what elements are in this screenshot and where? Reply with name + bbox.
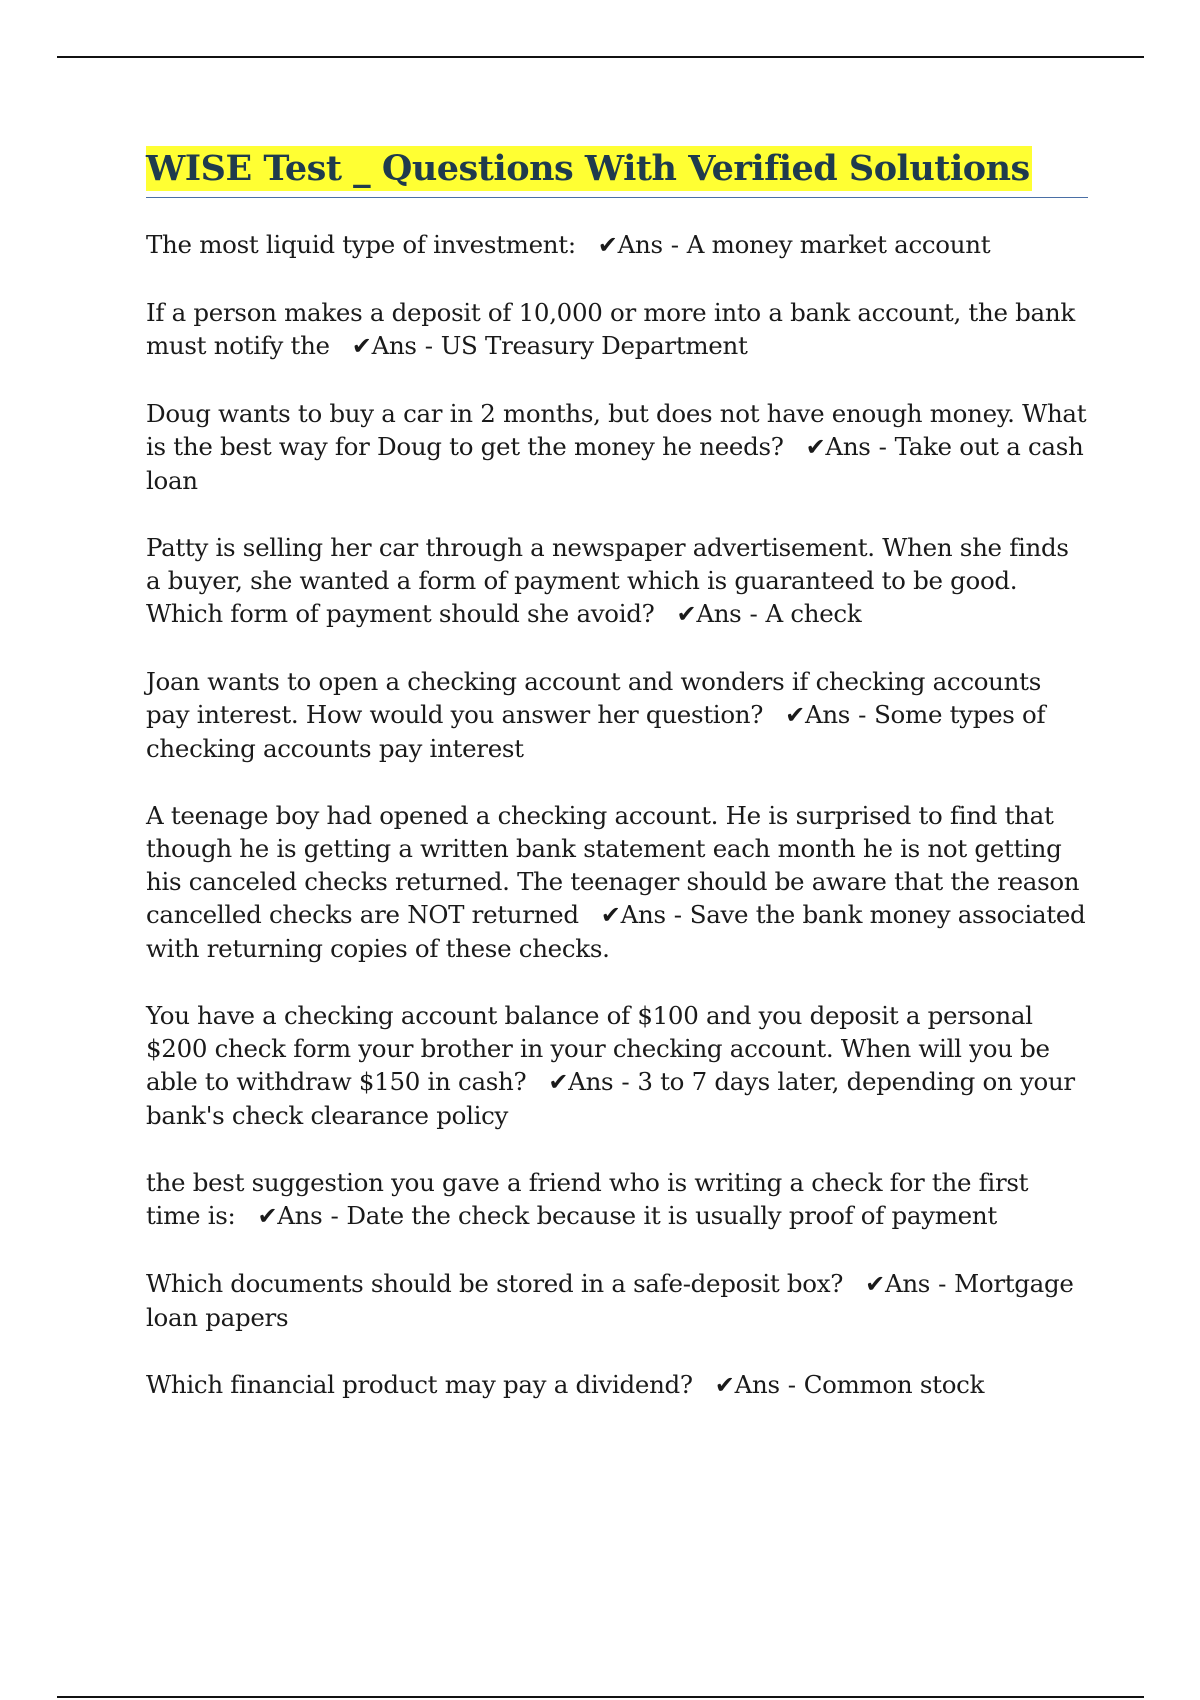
question-text: The most liquid type of investment: — [146, 230, 576, 259]
answer-text: Take out a cash loan — [146, 432, 1084, 495]
ans-dash: - — [673, 900, 682, 929]
question-text: You have a checking account balance of $100 and you deposit a personal $200 check form your brother in your checking account. When will you be able to withdraw $150 in cash? — [146, 1001, 1050, 1096]
ans-dash: - — [330, 1201, 339, 1230]
qa-item — [146, 397, 1088, 497]
ans-label: Ans — [884, 1269, 931, 1298]
qa-item — [146, 665, 1088, 765]
checkmark-icon: ✔ — [714, 1371, 735, 1399]
ans-label: Ans — [371, 331, 417, 360]
ans-label: Ans — [277, 1201, 323, 1230]
qa-item — [146, 1166, 1088, 1233]
answer-text: Save the bank money associated with returning copies of these checks. — [146, 900, 1086, 963]
question-text: A teenage boy had opened a checking account. He is surprised to find that though he is getting a written bank statement each month he is not getting his canceled checks returned. The teenager should be aware that the reason cancelled checks are NOT returned — [146, 801, 1080, 929]
ans-label: Ans — [568, 1067, 614, 1096]
checkmark-icon: ✔ — [257, 1202, 278, 1230]
answer-text: Some types of checking accounts pay interest — [146, 700, 1046, 763]
question-text: Doug wants to buy a car in 2 months, but does not have enough money. What is the best way for Doug to get the money he needs? — [146, 399, 1087, 461]
document-title: WISE Test _ Questions With Verified Solutions — [146, 148, 1030, 189]
checkmark-icon: ✔ — [597, 231, 618, 259]
ans-label: Ans — [696, 599, 742, 628]
qa-item — [146, 296, 1088, 363]
qa-item — [146, 799, 1088, 965]
ans-label: Ans — [804, 700, 851, 729]
question-text: Which financial product may pay a dividend? — [146, 1370, 693, 1399]
ans-dash: - — [787, 1370, 796, 1399]
bottom-rule — [57, 1696, 1144, 1698]
checkmark-icon: ✔ — [548, 1068, 569, 1096]
checkmark-icon: ✔ — [805, 433, 826, 461]
ans-label: Ans — [620, 900, 666, 929]
question-text: Joan wants to open a checking account and wonders if checking accounts pay interest. How would you answer her question? — [146, 667, 1041, 729]
ans-label: Ans — [734, 1370, 780, 1399]
top-rule — [57, 56, 1144, 58]
checkmark-icon: ✔ — [676, 600, 697, 628]
answer-text: US Treasury Department — [440, 331, 748, 360]
answer-text: 3 to 7 days later, depending on your bank's check clearance policy — [146, 1067, 1075, 1130]
qa-item — [146, 999, 1088, 1132]
ans-dash: - — [749, 599, 758, 628]
qa-list — [146, 228, 1088, 1402]
ans-dash: - — [424, 331, 433, 360]
ans-dash: - — [878, 432, 887, 461]
qa-item — [146, 531, 1088, 631]
answer-text: Date the check because it is usually proof of payment — [346, 1201, 997, 1230]
ans-label: Ans — [825, 432, 871, 461]
answer-text: Mortgage loan papers — [146, 1269, 1074, 1332]
document-body — [146, 147, 1088, 1436]
ans-dash: - — [938, 1269, 947, 1298]
question-text: the best suggestion you gave a friend who is writing a check for the first time is: — [146, 1168, 1029, 1230]
question-text: If a person makes a deposit of 10,000 or more into a bank account, the bank must notify the — [146, 298, 1075, 360]
ans-label: Ans — [617, 230, 663, 259]
answer-text: A money market account — [686, 230, 991, 259]
question-text: Patty is selling her car through a newspaper advertisement. When she finds a buyer, she wanted a form of payment which is guaranteed to be good. Which form of payment should she avoid? — [146, 533, 1069, 628]
checkmark-icon: ✔ — [865, 1270, 885, 1298]
answer-text: Common stock — [803, 1370, 985, 1399]
checkmark-icon: ✔ — [600, 901, 621, 929]
title-block — [146, 147, 1088, 198]
checkmark-icon: ✔ — [785, 701, 805, 729]
qa-item — [146, 1267, 1088, 1334]
qa-item — [146, 228, 1088, 262]
question-text: Which documents should be stored in a safe-deposit box? — [146, 1269, 844, 1298]
ans-dash: - — [858, 700, 867, 729]
ans-dash: - — [621, 1067, 630, 1096]
answer-text: A check — [765, 599, 862, 628]
ans-dash: - — [670, 230, 679, 259]
checkmark-icon: ✔ — [351, 332, 372, 360]
qa-item — [146, 1368, 1088, 1402]
